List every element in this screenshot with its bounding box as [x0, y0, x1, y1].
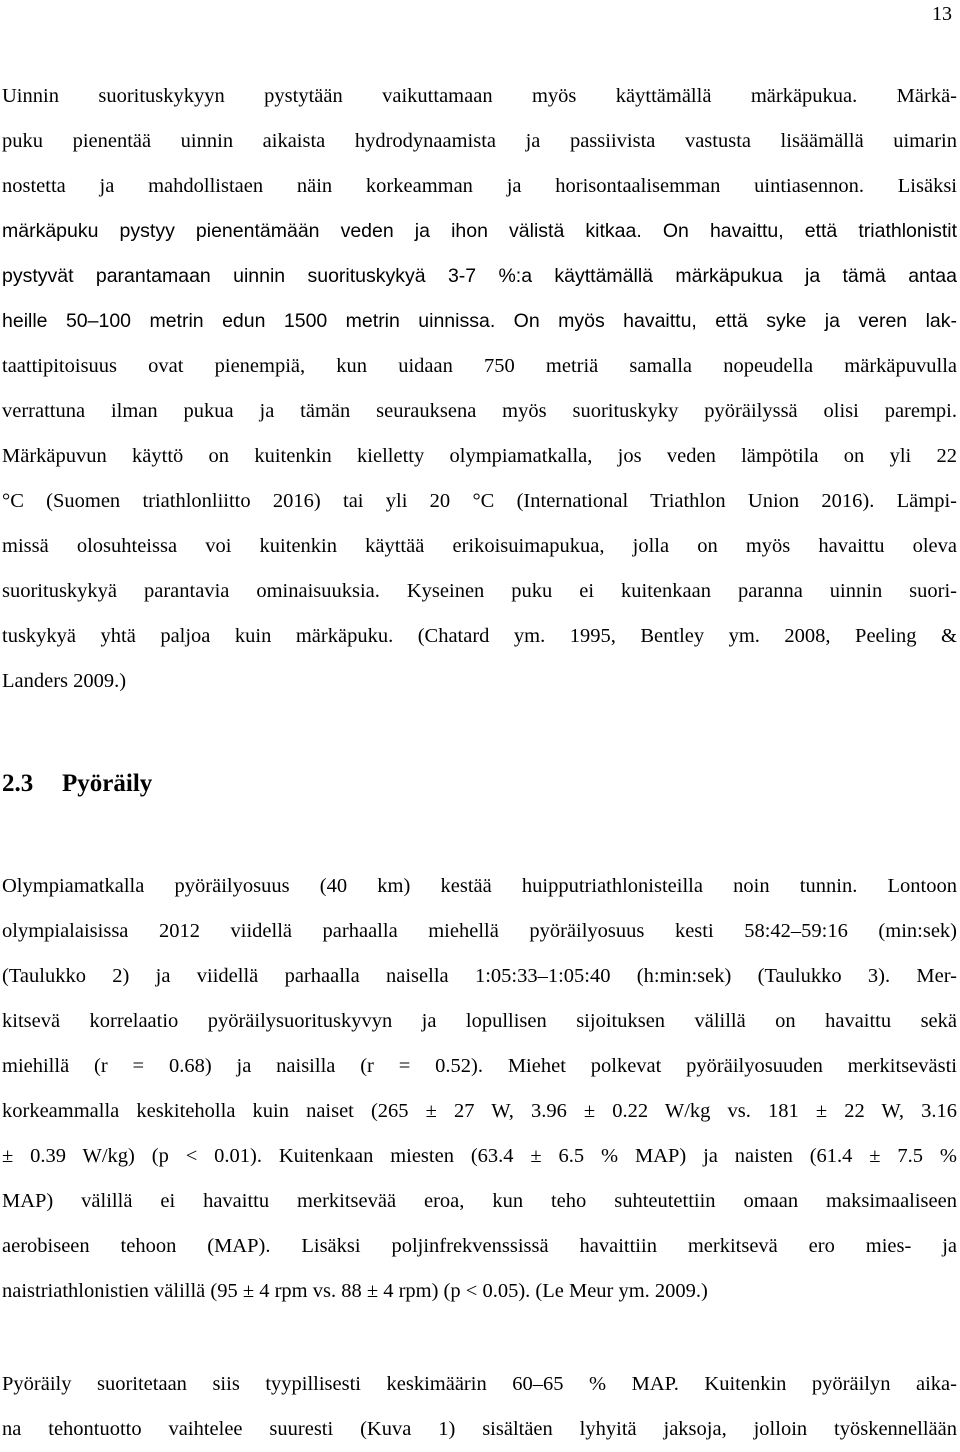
text-line: MAP) välillä ei havaittu merkitsevää eroa, kun teho suhteutettiin omaan maksimaaliseen: [2, 1190, 957, 1212]
text-line: missä olosuhteissa voi kuitenkin käyttää erikoisuimapukua, jolla on myös havaittu oleva: [2, 535, 957, 557]
text-line: naistriathlonistien välillä (95 ± 4 rpm vs. 88 ± 4 rpm) (p < 0.05). (Le Meur ym. 2009.): [2, 1280, 708, 1302]
text-line: heille 50–100 metrin edun 1500 metrin uinnissa. On myös havaittu, että syke ja veren lak-: [2, 310, 957, 332]
text-line: olympialaisissa 2012 viidellä parhaalla miehellä pyöräilyosuus kesti 58:42–59:16 (min:sek): [2, 920, 957, 942]
text-line: nostetta ja mahdollistaen näin korkeamman ja horisontaalisemman uintiasennon. Lisäksi: [2, 175, 957, 197]
section-number: 2.3: [2, 770, 34, 797]
section-title: Pyöräily: [62, 770, 153, 797]
paragraph-wetsuit: [2, 74, 957, 704]
text-line: verrattuna ilman pukua ja tämän seurauksena myös suorituskyky pyöräilyssä olisi parempi.: [2, 400, 957, 422]
text-line: kitsevä korrelaatio pyöräilysuorituskyvyn ja lopullisen sijoituksen välillä on havaittu sekä: [2, 1010, 957, 1032]
text-line: puku pienentää uinnin aikaista hydrodynaamista ja passiivista vastusta lisäämällä uimarin: [2, 130, 957, 152]
text-line: Landers 2009.): [2, 670, 127, 692]
text-line: na tehontuotto vaihtelee suuresti (Kuva 1) sisältäen lyhyitä jaksoja, jolloin työskennellään: [2, 1418, 957, 1440]
text-line: tuskykyä yhtä paljoa kuin märkäpuku. (Chatard ym. 1995, Bentley ym. 2008, Peeling &: [2, 625, 957, 647]
text-line: Olympiamatkalla pyöräilyosuus (40 km) kestää huipputriathlonisteilla noin tunnin. Lontoon: [2, 875, 957, 897]
text-line: Pyöräily suoritetaan siis tyypillisesti keskimäärin 60–65 % MAP. Kuitenkin pyöräilyn aika-: [2, 1373, 957, 1395]
page-number: 13: [932, 3, 952, 25]
paragraph-cycling: [2, 864, 957, 1314]
paragraph-cycling-intensity: [2, 1362, 957, 1452]
text-line: Märkäpuvun käyttö on kuitenkin kielletty olympiamatkalla, jos veden lämpötila on yli 22: [2, 445, 957, 467]
section-heading: [2, 766, 152, 802]
text-line: miehillä (r = 0.68) ja naisilla (r = 0.52). Miehet polkevat pyöräilyosuuden merkitsevästi: [2, 1055, 957, 1077]
text-line: Uinnin suorituskykyyn pystytään vaikuttamaan myös käyttämällä märkäpukua. Märkä-: [2, 85, 957, 107]
text-line: märkäpuku pystyy pienentämään veden ja ihon välistä kitkaa. On havaittu, että triathlonistit: [2, 220, 957, 242]
text-line: ± 0.39 W/kg) (p < 0.01). Kuitenkaan miesten (63.4 ± 6.5 % MAP) ja naisten (61.4 ± 7.5 %: [2, 1145, 957, 1167]
text-line: aerobiseen tehoon (MAP). Lisäksi poljinfrekvenssissä havaittiin merkitsevä ero mies- ja: [2, 1235, 957, 1257]
text-line: (Taulukko 2) ja viidellä parhaalla naisella 1:05:33–1:05:40 (h:min:sek) (Taulukko 3). Mer-: [2, 965, 957, 987]
text-line: taattipitoisuus ovat pienempiä, kun uidaan 750 metriä samalla nopeudella märkäpuvulla: [2, 355, 957, 377]
text-line: suorituskykyä parantavia ominaisuuksia. Kyseinen puku ei kuitenkaan paranna uinnin suori-: [2, 580, 957, 602]
text-line: pystyvät parantamaan uinnin suorituskykyä 3-7 %:a käyttämällä märkäpukua ja tämä antaa: [2, 265, 957, 287]
text-line: korkeammalla keskiteholla kuin naiset (265 ± 27 W, 3.96 ± 0.22 W/kg vs. 181 ± 22 W, 3.16: [2, 1100, 957, 1122]
text-line: °C (Suomen triathlonliitto 2016) tai yli 20 °C (International Triathlon Union 2016). Lämpi-: [2, 490, 957, 512]
